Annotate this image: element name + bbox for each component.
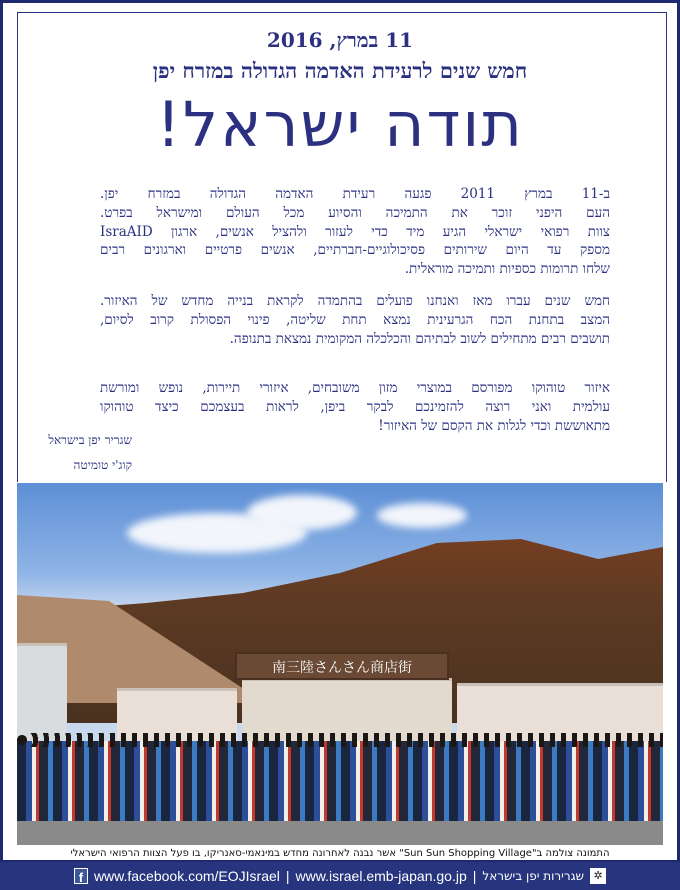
separator: |	[285, 868, 290, 884]
photo-caption: התמונה צולמה ב"Sun Sun Shopping Village" אשר נבנה לאחרונה מחדש במינאמי-סאנריקו, בו פעל הצוות הרפואי הישראלי	[70, 848, 610, 859]
website-link[interactable]: www.israel.emb-japan.go.jp	[295, 868, 467, 884]
subtitle-heading: חמש שנים לרעידת האדמה הגדולה במזרח יפן	[152, 58, 528, 83]
line: ב-11 במרץ 2011 פגעה רעידת האדמה הגדולה במזרח יפן.	[100, 186, 610, 202]
separator: |	[472, 868, 477, 884]
group-photo	[17, 483, 663, 845]
date-heading: 11 במרץ, 2016	[266, 28, 414, 52]
line: מספק עד היום שירותים פסיכולוגיים-חברתיים, אנשים פרטיים וארגונים רבים	[100, 242, 610, 259]
paragraph-1	[100, 185, 610, 279]
shopping-village-sign: 南三陸さんさん商店街	[235, 652, 449, 680]
line: העם היפני זוכר את התמיכה והסיוע מכל העולם ומישראל בפרט.	[100, 204, 610, 221]
signature-name: קוג'י טומיטה	[73, 458, 132, 472]
line: צוות רפואי ישראלי הגיע מיד כדי לעזור ולהציל אנשים, ארגון IsraAID	[100, 223, 610, 240]
signature-title: שגריר יפן בישראל	[48, 433, 132, 447]
paragraph-2	[100, 292, 610, 348]
footer-bar	[0, 862, 680, 890]
main-title: תודה ישראל!	[155, 88, 525, 161]
facebook-link[interactable]: www.facebook.com/EOJIsrael	[93, 868, 280, 884]
line: שלחו תרומות כספיות ותמיכה מוראלית.	[404, 261, 610, 278]
line: תושבים רבים מתחילים לשוב לבתיהם והכלכלה המקומית נמצאת בתנופה.	[229, 330, 610, 347]
line: איזור טוהוקו מפורסם במוצרי מזון משובחים, איזורי תיירות, נופש ומורשת	[100, 380, 610, 396]
line: מתאוששת וכדי לגלות את הקסם של האיזור!	[378, 417, 610, 434]
line: חמש שנים עברו מאז ואנחנו פועלים בהתמדה לקראת בנייה מחדש של האיזור.	[100, 293, 610, 309]
paragraph-3	[100, 379, 610, 435]
facebook-icon[interactable]: f	[74, 868, 88, 884]
embassy-name: שגרירות יפן בישראל	[482, 869, 585, 883]
line: עולמית ואני רוצה להזמינכם לבקר ביפן, לראות בעצמכם כיצד טוהוקו	[100, 398, 610, 415]
crowd	[17, 741, 663, 821]
line: המצב בתחנת הכח הגרעינית נמצא תחת שליטה, פינוי הפסולת קרוב לסיום,	[100, 311, 610, 328]
embassy-seal-icon: ✲	[590, 868, 606, 884]
